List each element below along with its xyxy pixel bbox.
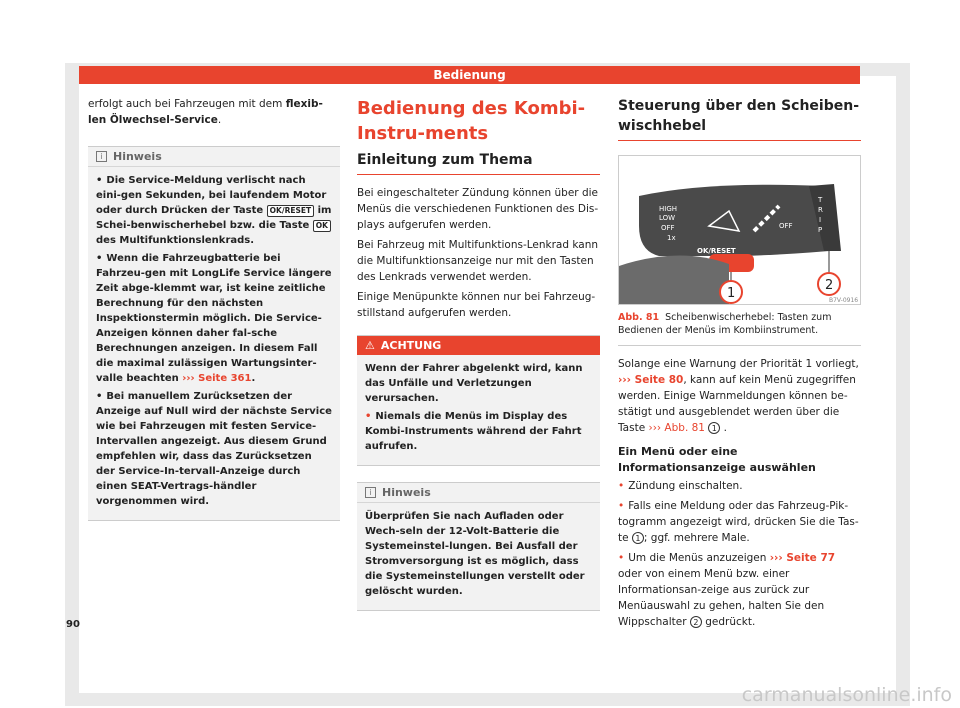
watermark: carmanualsonline.info bbox=[741, 684, 952, 706]
figure-link[interactable]: ››› Abb. 81 bbox=[648, 422, 705, 434]
label-1x: 1x bbox=[667, 234, 676, 242]
ok-key: OK bbox=[313, 220, 331, 232]
label-off-2: OFF bbox=[779, 222, 793, 230]
label-low: LOW bbox=[659, 214, 676, 222]
hint-bullet: • Wenn die Fahrzeugbatterie bei Fahrzeu-gen mit LongLife Service längere Zeit abge-klemmt war, ist keine zeitliche Berechnung für den nächsten Inspektionstermin möglich. Die Service-Anzeigen können daher fal-sche Berechnungen anzeigen. In diesem Fall die maximal zulässigen Wartungsinter-valle beachten ››› Seite 361. bbox=[96, 253, 332, 384]
warning-header: ⚠ ACHTUNG bbox=[357, 336, 600, 355]
wiper-lever-illustration bbox=[619, 156, 861, 305]
hint-body: Überprüfen Sie nach Aufladen oder Wech-seln der 12-Volt-Batterie die Systemeinstel-lungen. Bei Ausfall der Stromversorgung ist es möglich, dass die Systemeinstellungen verstellt oder gelöscht wurden. bbox=[365, 511, 585, 597]
hint-bullet: • Bei manuellem Zurücksetzen der Anzeige auf Null wird der nächste Service wie bei Fahrzeugen mit festen Service-Intervallen angezeigt. Aus diesem Grund empfehlen wir, dass das Zurücksetzen der Service-In-tervall-Anzeige durch einen SEAT-Vertrags-händler vorgenommen wird. bbox=[96, 391, 332, 507]
warning-triangle-icon: ⚠ bbox=[365, 339, 375, 352]
intro-paragraph: erfolgt auch bei Fahrzeugen mit dem flexib-len Ölwechsel-Service. bbox=[88, 98, 323, 126]
paragraph: Solange eine Warnung der Priorität 1 vorliegt, ››› Seite 80, kann auf kein Menü zugegriffen werden. Einige Warnmeldungen können be-stätigt und ausgeblendet werden über die Taste ››› Abb. 81 1 . bbox=[618, 358, 859, 434]
hint-header: i Hinweis bbox=[357, 483, 600, 503]
figure-caption: Abb. 81 Scheibenwischerhebel: Tasten zum Bedienen der Menüs im Kombiinstrument. bbox=[618, 311, 861, 346]
step: • Um die Menüs anzuzeigen ››› Seite 77 oder von einem Menü bzw. einer Informationsan-zeige aus zurück zur Menüauswahl zu gehen, halten Sie den Wippschalter 2 gedrückt. bbox=[618, 552, 836, 628]
page-link[interactable]: ››› Seite 80 bbox=[618, 374, 684, 386]
label-i: I bbox=[819, 216, 822, 224]
hint-body bbox=[96, 173, 332, 509]
paragraph: Bei eingeschalteter Zündung können über die Menüs die verschiedenen Funktionen des Dis-plays aufgerufen werden. bbox=[357, 187, 599, 231]
page-number: 90 bbox=[66, 619, 80, 630]
warning-body: Wenn der Fahrer abgelenkt wird, kann das Unfälle und Verletzungen verursachen. • Niemals die Menüs im Display des Kombi-Instruments während der Fahrt aufrufen. bbox=[365, 363, 583, 452]
hint-box bbox=[88, 146, 340, 521]
paragraph: Einige Menüpunkte können nur bei Fahrzeug-stillstand aufgerufen werden. bbox=[357, 291, 596, 319]
label-ok-reset: OK/RESET bbox=[697, 247, 736, 255]
wiper-lever-figure bbox=[618, 155, 861, 305]
page-link[interactable]: ››› Seite 77 bbox=[769, 552, 836, 564]
hint-box-2 bbox=[357, 482, 600, 611]
svg-text:2: 2 bbox=[825, 278, 834, 293]
step: • Zündung einschalten. bbox=[618, 480, 743, 492]
paragraph: Bei Fahrzeug mit Multifunktions-Lenkrad kann die Multifunktionsanzeige nur mit den Tasten des Lenkrads verwendet werden. bbox=[357, 239, 599, 283]
column-right bbox=[618, 96, 861, 634]
info-icon: i bbox=[96, 151, 107, 162]
info-icon: i bbox=[365, 487, 376, 498]
column-middle bbox=[357, 96, 600, 611]
ok-reset-key: OK/RESET bbox=[267, 205, 314, 217]
label-off: OFF bbox=[661, 224, 675, 232]
svg-text:1: 1 bbox=[727, 286, 736, 301]
warning-box bbox=[357, 335, 600, 466]
label-high: HIGH bbox=[659, 205, 678, 213]
section-heading: Steuerung über den Scheiben-wischhebel bbox=[618, 96, 861, 141]
figure-code: B7V-0916 bbox=[829, 297, 859, 304]
page-link[interactable]: ››› Seite 361 bbox=[182, 373, 252, 384]
step: • Falls eine Meldung oder das Fahrzeug-Pik-togramm angezeigt wird, drücken Sie die Tas-te 1 ; ggf. mehrere Male. bbox=[618, 500, 859, 544]
subheading: Ein Menü oder eine Informationsanzeige auswählen bbox=[618, 445, 816, 474]
section-subtitle: Einleitung zum Thema bbox=[357, 150, 600, 175]
label-t: T bbox=[818, 196, 823, 204]
label-r: R bbox=[818, 206, 823, 214]
section-title: Bedienung des Kombi-Instru-ments bbox=[357, 98, 586, 144]
hint-header: i Hinweis bbox=[88, 147, 340, 167]
hint-bullet: • Die Service-Meldung verlischt nach eini-gen Sekunden, bei laufendem Motor oder durch Drücken der Taste OK/RESET im Schei-benwischerhebel bzw. die Taste OK des Multifunktionslenkrads. bbox=[96, 175, 332, 246]
column-left bbox=[88, 96, 340, 521]
section-header: Bedienung bbox=[79, 66, 860, 84]
label-p: P bbox=[818, 226, 823, 234]
